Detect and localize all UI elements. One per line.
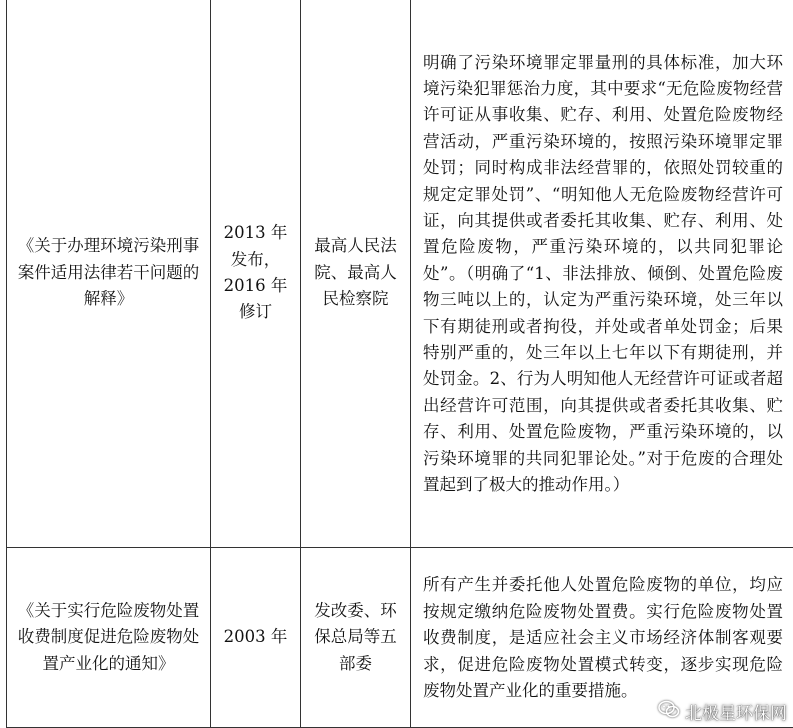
policy-year-cell: 2013 年发布，2016 年修订 [211, 0, 301, 548]
watermark [658, 699, 787, 724]
policy-description-cell: 明确了污染环境罪定罪量刑的具体标准，加大环境污染犯罪惩治力度，其中要求“无危险废物经营许可证从事收集、贮存、利用、处置危险废物经营活动，严重污染环境的，按照污染环境罪定罪处罚；同时构成非法经营罪的，依照处罚较重的规定定罪处罚”、“明知他人无危险废物经营许可证，向其提供或者委托其收集、贮存、利用、处置危险废物，严重污染环境的，以共同犯罪论处”。（明确了“1、非法排放、倾倒、处置危险废物三吨以上的，认定为严重污染环境，处三年以下有期徒刑或者拘役，并处或者单处罚金；后果特别严重的，处三年以上七年以下有期徒刑，并处罚金。2、行为人明知他人无经营许可证或者超出经营许可范围，向其提供或者委托其收集、贮存、利用、处置危险废物，严重污染环境的，以污染环境罪的共同犯罪论处。”对于危废的合理处置起到了极大的推动作用。） [411, 0, 793, 548]
watermark-text: 北极星环保网 [685, 704, 787, 724]
policy-issuer-cell: 发改委、环保总局等五部委 [301, 548, 411, 728]
policy-table [6, 0, 793, 728]
policy-description-cell: 所有产生并委托他人处置危险废物的单位，均应按规定缴纳危险废物处置费。实行危险废物处置收费制度，是适应社会主义市场经济体制客观要求，促进危险废物处置模式转变，逐步实现危险废物处置产业化的重要措施。 [411, 548, 793, 728]
policy-issuer-cell: 最高人民法院、最高人民检察院 [301, 0, 411, 548]
wechat-icon [658, 700, 680, 723]
policy-year-cell: 2003 年 [211, 548, 301, 728]
table-row [7, 0, 793, 548]
policy-name-cell: 《关于办理环境污染刑事案件适用法律若干问题的解释》 [7, 0, 211, 548]
policy-name-cell: 《关于实行危险废物处置收费制度促进危险废物处置产业化的通知》 [7, 548, 211, 728]
